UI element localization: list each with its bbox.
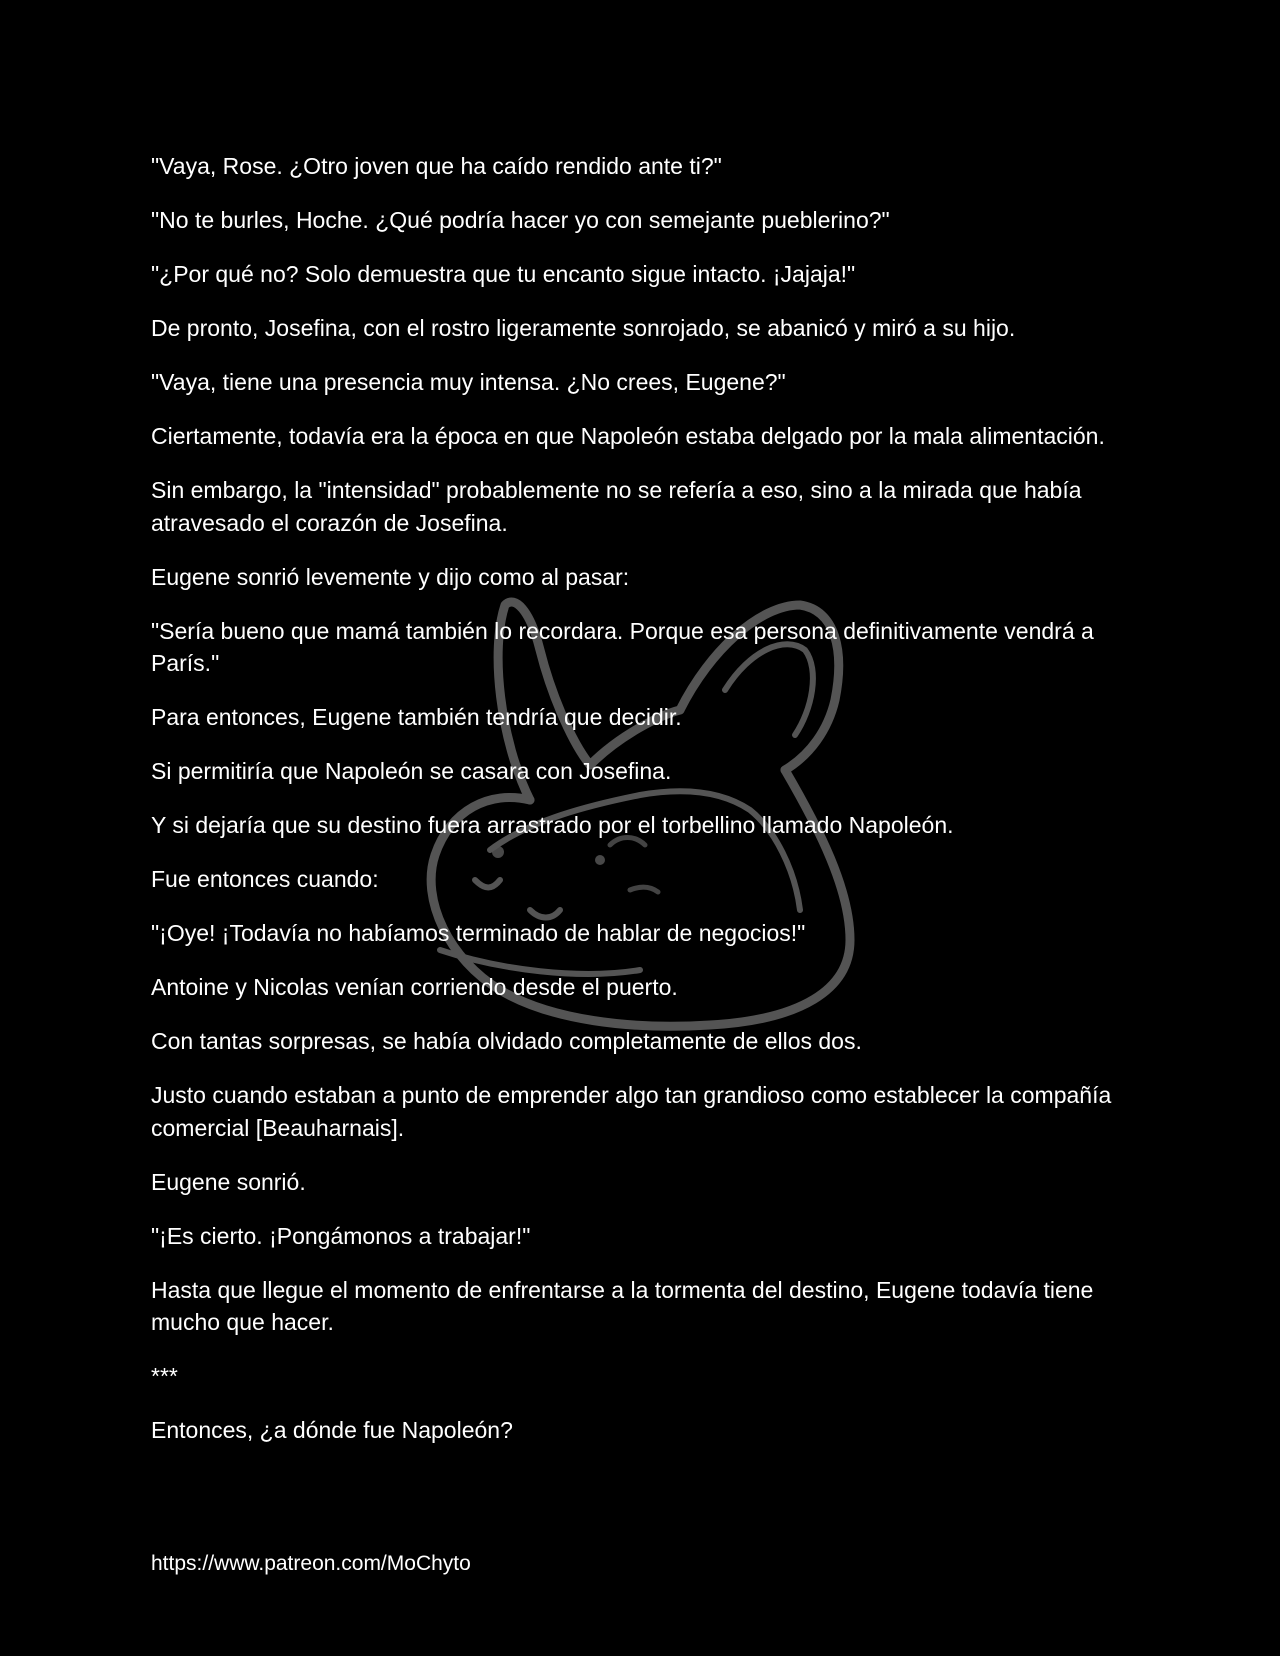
paragraph: Sin embargo, la "intensidad" probablemente no se refería a eso, sino a la mirada que había atravesado el corazón de Josefina. <box>151 477 1082 536</box>
paragraph: "¿Por qué no? Solo demuestra que tu encanto sigue intacto. ¡Jajaja!" <box>151 261 856 287</box>
paragraph: Hasta que llegue el momento de enfrentarse a la tormenta del destino, Eugene todavía tiene mucho que hacer. <box>151 1276 1094 1335</box>
paragraph: Antoine y Nicolas venían corriendo desde el puerto. <box>151 974 678 1000</box>
paragraph: "¡Es cierto. ¡Pongámonos a trabajar!" <box>151 1222 531 1249</box>
paragraph: Ciertamente, todavía era la época en que Napoleón estaba delgado por la mala alimentación. <box>151 423 1105 449</box>
paragraph: Entonces, ¿a dónde fue Napoleón? <box>151 1417 513 1443</box>
patreon-link[interactable]: https://www.patreon.com/MoChyto <box>151 1552 471 1575</box>
paragraph: Fue entonces cuando: <box>151 866 379 892</box>
paragraph: "Vaya, Rose. ¿Otro joven que ha caído rendido ante ti?" <box>151 153 722 179</box>
paragraph: "No te burles, Hoche. ¿Qué podría hacer yo con semejante pueblerino?" <box>151 207 890 233</box>
paragraph: Eugene sonrió. <box>151 1168 306 1195</box>
paragraph: Y si dejaría que su destino fuera arrastrado por el torbellino llamado Napoleón. <box>151 812 954 838</box>
paragraph: "Sería bueno que mamá también lo recordara. Porque esa persona definitivamente vendrá a París." <box>151 617 1094 676</box>
paragraph: "Vaya, tiene una presencia muy intensa. ¿No crees, Eugene?" <box>151 369 786 395</box>
story-text <box>151 150 1131 1468</box>
section-separator: *** <box>151 1363 178 1389</box>
paragraph: Justo cuando estaban a punto de emprender algo tan grandioso como establecer la compañía comercial [Beauharnais]. <box>151 1082 1112 1141</box>
paragraph: De pronto, Josefina, con el rostro ligeramente sonrojado, se abanicó y miró a su hijo. <box>151 315 1016 341</box>
paragraph: Eugene sonrió levemente y dijo como al pasar: <box>151 563 630 590</box>
paragraph: Si permitiría que Napoleón se casara con Josefina. <box>151 758 672 784</box>
paragraph: Para entonces, Eugene también tendría que decidir. <box>151 704 682 730</box>
paragraph: "¡Oye! ¡Todavía no habíamos terminado de hablar de negocios!" <box>151 920 806 946</box>
paragraph: Con tantas sorpresas, se había olvidado completamente de ellos dos. <box>151 1028 862 1054</box>
